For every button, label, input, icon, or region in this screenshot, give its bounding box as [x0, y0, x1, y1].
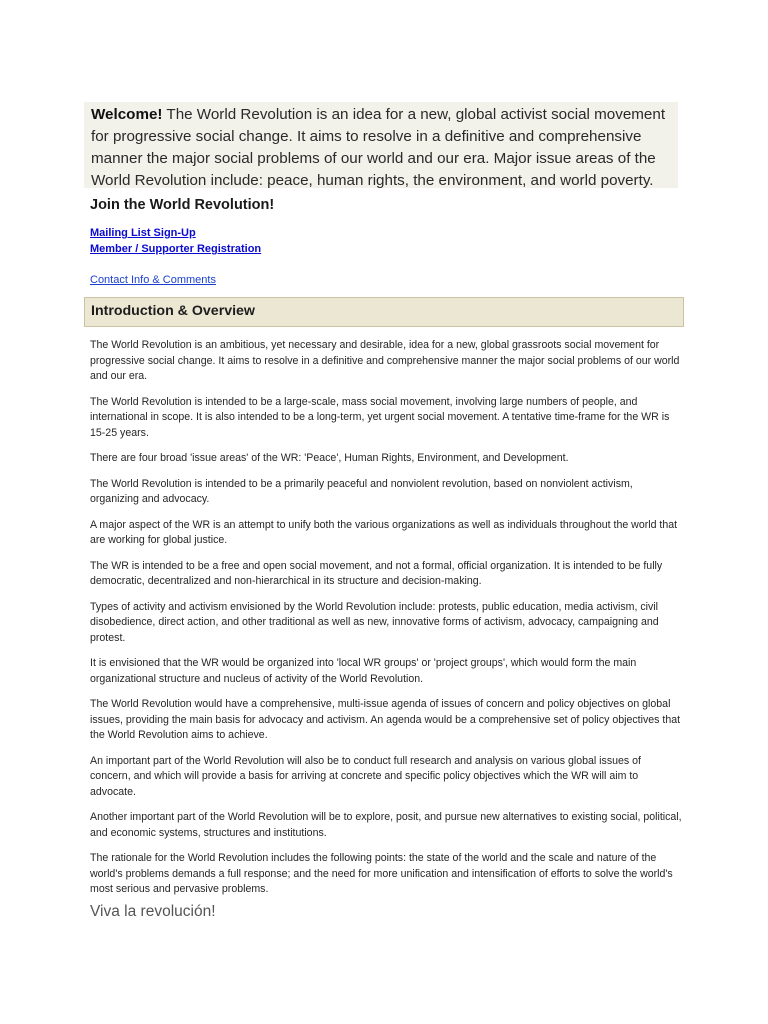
welcome-lead: Welcome! — [91, 106, 163, 123]
intro-paragraph: There are four broad 'issue areas' of the WR: 'Peace', Human Rights, Environment, and Development. — [90, 452, 569, 464]
intro-section-header: Introduction & Overview — [84, 297, 684, 327]
member-registration-link[interactable]: Member / Supporter Registration — [90, 243, 262, 255]
intro-paragraph: Another important part of the World Revolution will be to explore, posit, and pursue new alternatives to existing social, political, and economic systems, structures and institutions. — [90, 811, 682, 839]
intro-paragraph: The rationale for the World Revolution includes the following points: the state of the world and the scale and nature of the world's problems demands a full response; and the need for more unification and intensification of efforts to solve the world's most serious and pervasive problems. — [90, 852, 673, 895]
join-heading: Join the World Revolution! — [90, 197, 275, 213]
intro-paragraph: The World Revolution would have a comprehensive, multi-issue agenda of issues of concern and policy objectives on global issues, providing the main basis for advocacy and activism. An agenda would be a comprehensive set of policy objectives that the World Revolution aims to achieve. — [90, 698, 681, 741]
intro-body — [90, 338, 684, 908]
welcome-box — [84, 102, 678, 188]
contact-info-link[interactable]: Contact Info & Comments — [90, 274, 216, 286]
intro-paragraph: It is envisioned that the WR would be organized into 'local WR groups' or 'project groups', which would form the main organizational structure and nucleus of activity of the World Revolution. — [90, 657, 637, 685]
intro-paragraph: An important part of the World Revolution will also be to conduct full research and analysis on various global issues of concern, and which will provide a basis for arriving at concrete and specific policy objectives which the WR will aim to advocate. — [90, 754, 641, 798]
intro-paragraph: A major aspect of the WR is an attempt to unify both the various organizations as well as individuals throughout the world that are working for global justice. — [90, 518, 678, 546]
closing-slogan: Viva la revolución! — [90, 903, 216, 920]
intro-paragraph: Types of activity and activism envisioned by the World Revolution include: protests, public education, media activism, civil disobedience, direct action, and other traditional as well as new, innovative forms of activism, advocacy, campaigning and protest. — [90, 600, 659, 644]
welcome-text: The World Revolution is an idea for a new, global activist social movement for progressive social change. It aims to resolve in a definitive and comprehensive manner the major social problems of our world and our era. Major issue areas of the World Revolution include: peace, human rights, the environment, and world poverty. — [91, 106, 666, 189]
intro-paragraph: The World Revolution is intended to be a large-scale, mass social movement, involving large numbers of people, and international in scope. It is also intended to be a long-term, yet urgent social movement. A tentative time-frame for the WR is 15-25 years. — [90, 395, 670, 439]
intro-paragraph: The World Revolution is intended to be a primarily peaceful and nonviolent revolution, based on nonviolent activism, organizing and advocacy. — [90, 477, 633, 505]
intro-paragraph: The World Revolution is an ambitious, yet necessary and desirable, idea for a new, global grassroots social movement for progressive social change. It aims to resolve in a definitive and comprehensive manner the major social problems of our world and our era. — [90, 339, 680, 382]
mailing-list-link[interactable]: Mailing List Sign-Up — [90, 227, 196, 239]
intro-paragraph: The WR is intended to be a free and open social movement, and not a formal, official organization. It is intended to be fully democratic, decentralized and non-hierarchical in its structure and decision-making. — [90, 559, 663, 587]
